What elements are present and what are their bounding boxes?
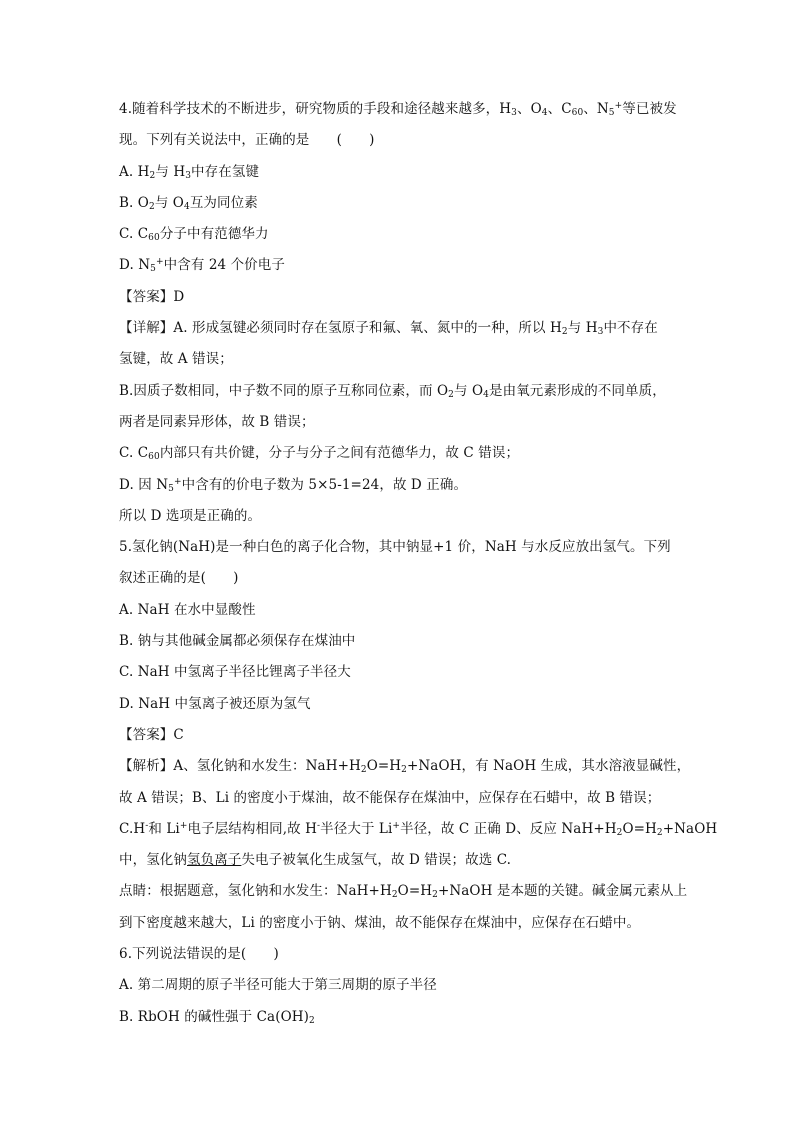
underlined-term: 氢负离子 xyxy=(187,852,242,869)
q6-option-b: B. RbOH 的碱性强于 $Ca(OH)_2$ xyxy=(119,1008,315,1026)
q5-tip-line-1: 点睛：根据题意，氢化钠和水发生：$NaH+H_2O=H_2+NaOH$ 是本题的关键。碱金属元素从上 xyxy=(119,883,688,901)
q5-explanation-line-4: 中，氢化钠氢负离子失电子被氧化生成氢气，故 D 错误；故选 C. xyxy=(119,852,512,869)
q4-stem-line-2: 现。下列有关说法中，正确的是 ( ) xyxy=(119,132,375,149)
q4-option-c: C. $C_{60}$分子中有范德华力 xyxy=(119,226,269,244)
q4-explanation-line-5: C. $C_{60}$内部只有共价键，分子与分子之间有范德华力，故 C 错误； xyxy=(119,445,520,463)
q5-tip-line-2: 到下密度越来越大，Li 的密度小于钠、煤油，故不能保存在煤油中，应保存在石蜡中。 xyxy=(119,914,641,931)
q5-option-c: C. NaH 中氢离子半径比锂离子半径大 xyxy=(119,664,351,681)
q5-option-d: D. NaH 中氢离子被还原为氢气 xyxy=(119,695,311,712)
q4-explanation-line-3: B.因质子数相同，中子数不同的原子互称同位素，而 $O_2$与 $O_4$是由氧元素形成的不同单质， xyxy=(119,382,666,400)
q4-explanation-line-4: 两者是同素异形体，故 B 错误； xyxy=(119,413,315,430)
q5-answer: 【答案】C xyxy=(119,726,184,743)
q4-answer: 【答案】D xyxy=(119,288,185,305)
q4-explanation-line-7: 所以 D 选项是正确的。 xyxy=(119,507,262,524)
q5-option-a: A. NaH 在水中显酸性 xyxy=(119,601,256,618)
q5-stem-line-1: 5.氢化钠(NaH)是一种白色的离子化合物，其中钠显+1 价，NaH 与水反应放出氢气。下列 xyxy=(119,539,671,556)
q4-option-a: A. $H_2$与 $H_3$中存在氢键 xyxy=(119,163,260,181)
q5-option-b: B. 钠与其他碱金属都必须保存在煤油中 xyxy=(119,633,356,650)
q5-explanation-line-1: 【解析】A、氢化钠和水发生：$NaH+H_2O=H_2+NaOH$，有 NaOH 生成，其水溶液显碱性， xyxy=(119,758,691,776)
q4-explanation-line-2: 氢键，故 A 错误； xyxy=(119,351,233,368)
q6-option-a: A. 第二周期的原子半径可能大于第三周期的原子半径 xyxy=(119,977,437,994)
q5-stem-line-2: 叙述正确的是( ) xyxy=(119,570,239,587)
q5-explanation-line-3: C.H-和 Li+电子层结构相同,故 H-半径大于 Li+半径，故 C 正确 D、反应 $NaH+H_2O=H_2+NaOH$ xyxy=(119,820,718,838)
q4-option-d: D. $N_5^+$中含有 24 个价电子 xyxy=(119,257,285,275)
q4-explanation-line-6: D. 因 $N_5^+$中含有的价电子数为 5×5-1=24，故 D 正确。 xyxy=(119,476,468,494)
q4-option-b: B. $O_2$与 $O_4$互为同位素 xyxy=(119,194,258,212)
q5-explanation-line-2: 故 A 错误；B、Li 的密度小于煤油，故不能保存在煤油中，应保存在石蜡中，故 B 错误； xyxy=(119,789,661,806)
document-page xyxy=(119,99,718,1038)
q4-stem-line-1: 4.随着科学技术的不断进步，研究物质的手段和途径越来越多，$H_3$、$O_4$、$C_{60}$、$N_5^+$等已被发 xyxy=(119,101,677,118)
q6-stem: 6.下列说法错误的是( ) xyxy=(119,946,279,963)
q4-explanation-line-1: 【详解】A. 形成氢键必须同时存在氢原子和氟、氧、氮中的一种，所以 $H_2$与 $H_3$中不存在 xyxy=(119,320,658,338)
